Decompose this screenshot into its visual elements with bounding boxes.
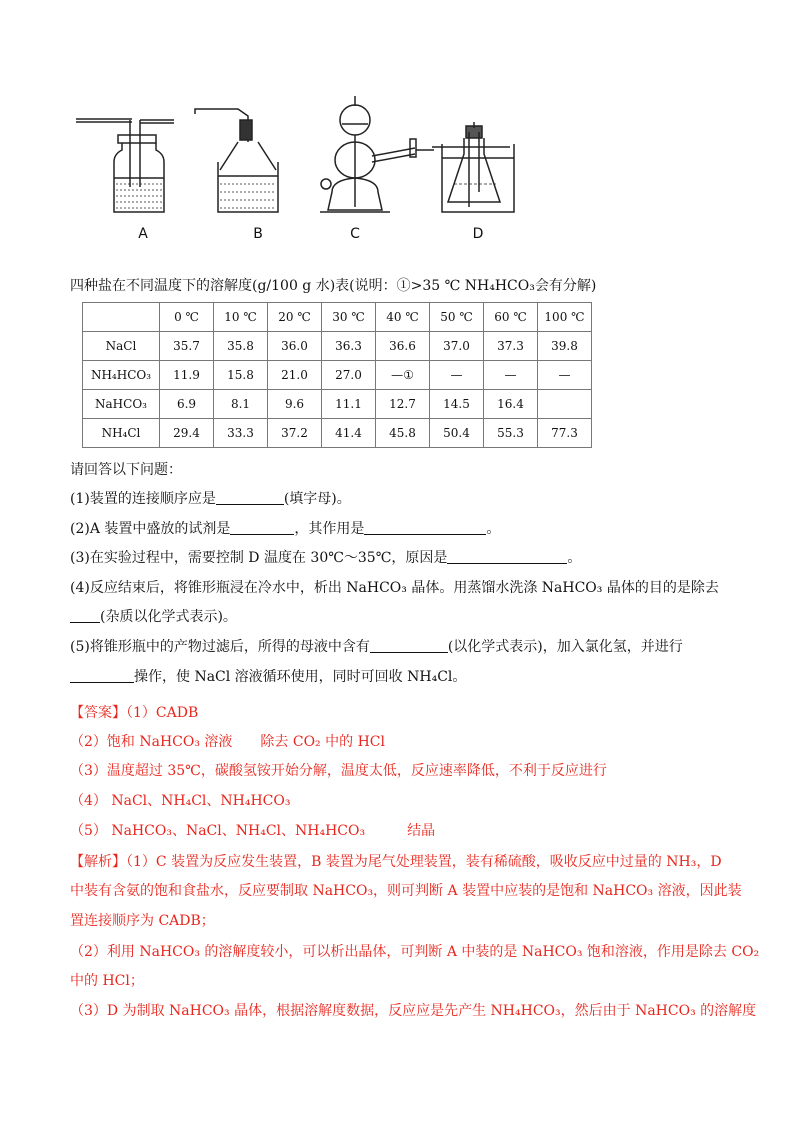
answer-blank [70,668,134,683]
answer-blank [364,520,486,535]
table-row [83,419,592,448]
analysis-line-6: （3）D 为制取 NaHCO₃ 晶体，根据溶解度数据，反应应是先产生 NH₄HCO₃，然后由于 NaHCO₃ 的溶解度 [70,1003,757,1019]
analysis-line-3: 置连接顺序为 CADB； [70,913,215,929]
table-cell: —① [376,361,430,390]
table-cell: 11.9 [160,361,214,390]
question-4-cont [70,606,237,626]
analysis-line-4: （2）利用 NaHCO₃ 的溶解度较小，可以析出晶体，可判断 A 中装的是 NaHCO₃ 饱和溶液，作用是除去 CO₂ [70,944,760,960]
table-cell: 16.4 [484,390,538,419]
table-cell: 9.6 [268,390,322,419]
table-cell: — [430,361,484,390]
table-cell: 41.4 [322,419,376,448]
table-cell: NaHCO₃ [83,390,160,419]
table-cell: 30 ℃ [322,303,376,332]
table-cell: 39.8 [538,332,592,361]
table-cell: 12.7 [376,390,430,419]
apparatus-b-drawing [195,109,278,212]
table-cell: 50 ℃ [430,303,484,332]
table-cell [538,390,592,419]
table-cell: 35.7 [160,332,214,361]
table-cell: 29.4 [160,419,214,448]
table-caption: 四种盐在不同温度下的溶解度(g/100 g 水)表(说明：①>35 ℃ NH₄HCO₃会有分解) [70,278,597,294]
table-cell: 55.3 [484,419,538,448]
table-cell: 36.6 [376,332,430,361]
question-5 [70,636,683,656]
table-cell: NH₄Cl [83,419,160,448]
analysis-line-5: 中的 HCl； [70,973,144,989]
table-cell: 15.8 [214,361,268,390]
question-text: (3)在实验过程中，需要控制 D 温度在 30℃～35℃，原因是 [70,550,448,566]
table-cell: 40 ℃ [376,303,430,332]
question-text: ，其作用是 [294,521,365,537]
questions-intro: 请回答以下问题： [70,462,182,478]
table-cell: 8.1 [214,390,268,419]
answer-blank [370,638,448,653]
analysis-line-1: 【解析】（1）C 装置为反应发生装置，B 装置为尾气处理装置，装有稀硫酸，吸收反应中过量的 NH₃，D [70,854,722,870]
table-header-row [83,303,592,332]
table-cell: 36.3 [322,332,376,361]
table-cell: 6.9 [160,390,214,419]
question-text: (1)装置的连接顺序应是 [70,491,216,507]
table-cell [83,303,160,332]
table-cell: 0 ℃ [160,303,214,332]
answer-line-5: （5） NaHCO₃、NaCl、NH₄Cl、NH₄HCO₃ 结晶 [70,823,436,839]
question-text: (4)反应结束后，将锥形瓶浸在冷水中，析出 NaHCO₃ 晶体。用蒸馏水洗涤 NaHCO₃ 晶体的目的是除去 [70,580,719,596]
table-cell: 14.5 [430,390,484,419]
answer-blank [216,490,284,505]
apparatus-label-c: C [350,226,360,242]
table-cell: NH₄HCO₃ [83,361,160,390]
question-text: (填字母)。 [283,491,351,507]
solubility-table [82,302,592,448]
table-cell: 10 ℃ [214,303,268,332]
answer-line-1: 【答案】（1）CADB [70,705,199,721]
question-3 [70,547,581,567]
question-text: (5)将锥形瓶中的产物过滤后，所得的母液中含有 [70,639,370,655]
table-cell: 33.3 [214,419,268,448]
apparatus-d-drawing [432,122,514,212]
table-cell: — [484,361,538,390]
table-cell: 45.8 [376,419,430,448]
question-text: (杂质以化学式表示)。 [100,609,237,625]
apparatus-label-b: B [253,226,263,242]
table-cell: — [538,361,592,390]
table-cell: 37.2 [268,419,322,448]
analysis-line-2: 中装有含氨的饱和食盐水，反应要制取 NaHCO₃，则可判断 A 装置中应装的是饱和 NaHCO₃ 溶液，因此装 [70,883,742,899]
table-cell: 37.3 [484,332,538,361]
table-cell: 11.1 [322,390,376,419]
answer-blank [230,520,294,535]
question-text: 。 [486,521,501,537]
question-text: (以化学式表示)，加入氯化氢，并进行 [447,639,683,655]
table-cell: 35.8 [214,332,268,361]
table-cell: 37.0 [430,332,484,361]
table-cell: 20 ℃ [268,303,322,332]
table-cell: 36.0 [268,332,322,361]
question-text: (2)A 装置中盛放的试剂是 [70,521,231,537]
question-2 [70,518,500,538]
table-cell: 100 ℃ [538,303,592,332]
answer-line-2: （2）饱和 NaHCO₃ 溶液 除去 CO₂ 中的 HCl [70,734,385,750]
table-row [83,332,592,361]
table-cell: 21.0 [268,361,322,390]
question-1 [70,488,351,508]
apparatus-c-drawing [320,96,434,212]
answer-line-3: （3）温度超过 35℃，碳酸氢铵开始分解，温度太低，反应速率降低，不利于反应进行 [70,763,607,779]
table-cell: 77.3 [538,419,592,448]
table-row [83,361,592,390]
table-cell: 27.0 [322,361,376,390]
table-cell: NaCl [83,332,160,361]
apparatus-label-a: A [138,226,148,242]
apparatus-a-drawing [76,119,174,212]
answer-blank [447,549,567,564]
apparatus-label-d: D [472,226,484,242]
answer-blank [70,608,100,623]
table-cell: 60 ℃ [484,303,538,332]
table-row [83,390,592,419]
question-4 [70,577,719,597]
question-text: 。 [567,550,582,566]
question-text: 操作，使 NaCl 溶液循环使用，同时可回收 NH₄Cl。 [134,669,467,685]
table-cell: 50.4 [430,419,484,448]
answer-line-4: （4） NaCl、NH₄Cl、NH₄HCO₃ [70,793,291,809]
question-5-cont [70,666,466,686]
